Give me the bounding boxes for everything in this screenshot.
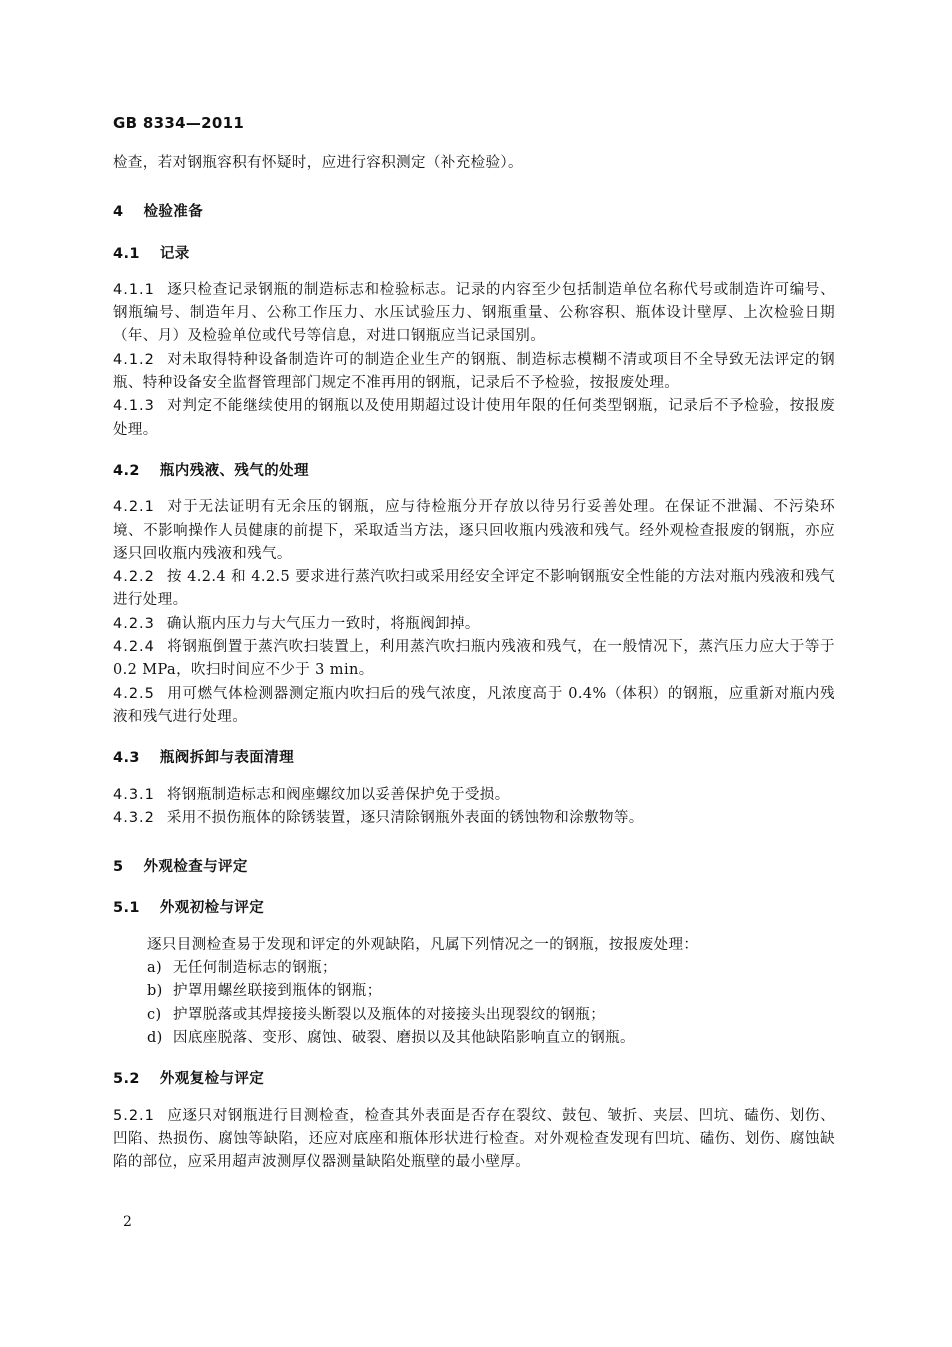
clause-number: 4.2.3 <box>113 615 155 632</box>
section-number: 4.3 <box>113 750 140 767</box>
section-5-1-intro: 逐只目测检查易于发现和评定的外观缺陷，凡属下列情况之一的钢瓶，按报废处理： <box>147 936 699 953</box>
section-5-2-heading <box>113 1068 835 1091</box>
clause-4-2-2 <box>113 566 835 613</box>
section-title: 检验准备 <box>143 204 204 221</box>
clause-4-1-3 <box>113 395 835 442</box>
section-number: 5.2 <box>113 1071 140 1088</box>
section-title: 外观初检与评定 <box>159 900 265 917</box>
clause-text: 逐只检查记录钢瓶的制造标志和检验标志。记录的内容至少包括制造单位名称代号或制造许可编号、钢瓶编号、制造年月、公称工作压力、水压试验压力、钢瓶重量、公称容积、瓶体设计壁厚、上次检验日期（年、月）及检验单位或代号等信息，对进口钢瓶应当记录国别。 <box>113 281 835 345</box>
clause-4-1-2 <box>113 349 835 396</box>
list-item-text: 护罩用螺丝联接到瓶体的钢瓶； <box>173 983 382 1000</box>
list-item-c <box>113 1004 835 1027</box>
page-number: 2 <box>123 1214 132 1230</box>
section-number: 5.1 <box>113 900 140 917</box>
list-marker: b) <box>147 983 163 1000</box>
list-item-d <box>113 1027 835 1050</box>
section-4-heading <box>113 201 835 224</box>
clause-number: 4.3.2 <box>113 809 155 826</box>
clause-4-2-3 <box>113 613 835 636</box>
clause-4-3-1 <box>113 784 835 807</box>
list-item-text: 无任何制造标志的钢瓶； <box>173 960 337 977</box>
clause-text: 按 4.2.4 和 4.2.5 要求进行蒸汽吹扫或采用经安全评定不影响钢瓶安全性能的方法对瓶内残液和残气进行处理。 <box>113 569 835 609</box>
list-marker: a) <box>147 960 163 977</box>
section-5-heading <box>113 856 835 879</box>
clause-number: 4.2.4 <box>113 639 155 656</box>
document-header-id: GB 8334—2011 <box>113 114 245 132</box>
clause-number: 4.2.2 <box>113 569 155 586</box>
section-4-2-heading <box>113 460 835 483</box>
list-item-text: 护罩脱落或其焊接接头断裂以及瓶体的对接接头出现裂纹的钢瓶； <box>173 1006 606 1023</box>
clause-number: 4.1.3 <box>113 398 155 415</box>
list-item-text: 因底座脱落、变形、腐蚀、破裂、磨损以及其他缺陷影响直立的钢瓶。 <box>173 1029 635 1046</box>
section-number: 4 <box>113 204 124 221</box>
section-4-1-heading <box>113 243 835 266</box>
document-body <box>113 152 835 1174</box>
clause-number: 4.1.2 <box>113 351 155 368</box>
list-marker: c) <box>147 1006 162 1023</box>
section-5-1-heading <box>113 897 835 920</box>
clause-4-2-1 <box>113 496 835 566</box>
clause-number: 5.2.1 <box>113 1107 155 1124</box>
clause-text: 确认瓶内压力与大气压力一致时，将瓶阀卸掉。 <box>166 615 480 632</box>
clause-number: 4.1.1 <box>113 281 155 298</box>
clause-text: 用可燃气体检测器测定瓶内吹扫后的残气浓度，凡浓度高于 0.4%（体积）的钢瓶，应重新对瓶内残液和残气进行处理。 <box>113 685 835 725</box>
clause-text: 采用不损伤瓶体的除锈装置，逐只清除钢瓶外表面的锈蚀物和涂敷物等。 <box>166 809 644 826</box>
clause-number: 4.3.1 <box>113 786 155 803</box>
clause-4-3-2 <box>113 807 835 830</box>
section-title: 外观复检与评定 <box>159 1071 265 1088</box>
list-marker: d) <box>147 1029 163 1046</box>
clause-text: 对判定不能继续使用的钢瓶以及使用期超过设计使用年限的任何类型钢瓶，记录后不予检验，按报废处理。 <box>113 398 835 438</box>
list-item-a <box>113 957 835 980</box>
section-title: 瓶内残液、残气的处理 <box>159 462 309 479</box>
clause-4-2-5 <box>113 683 835 730</box>
section-title: 外观检查与评定 <box>143 859 248 876</box>
section-title: 记录 <box>159 245 190 262</box>
clause-text: 应逐只对钢瓶进行目测检查，检查其外表面是否存在裂纹、鼓包、皱折、夹层、凹坑、磕伤、划伤、凹陷、热损伤、腐蚀等缺陷，还应对底座和瓶体形状进行检查。对外观检查发现有凹坑、磕伤、划伤、腐蚀缺陷的部位，应采用超声波测厚仪器测量缺陷处瓶壁的最小壁厚。 <box>113 1107 835 1171</box>
section-number: 5 <box>113 859 124 876</box>
clause-5-2-1 <box>113 1105 835 1175</box>
clause-text: 将钢瓶倒置于蒸汽吹扫装置上，利用蒸汽吹扫瓶内残液和残气，在一般情况下，蒸汽压力应大于等于 0.2 MPa，吹扫时间应不少于 3 min。 <box>113 639 835 679</box>
clause-text: 对未取得特种设备制造许可的制造企业生产的钢瓶、制造标志模糊不清或项目不全导致无法评定的钢瓶、特种设备安全监督管理部门规定不准再用的钢瓶，记录后不予检验，按报废处理。 <box>113 351 835 392</box>
section-4-3-heading <box>113 747 835 770</box>
section-title: 瓶阀拆卸与表面清理 <box>159 750 294 767</box>
clause-text: 对于无法证明有无余压的钢瓶，应与待检瓶分开存放以待另行妥善处理。在保证不泄漏、不污染环境、不影响操作人员健康的前提下，采取适当方法，逐只回收瓶内残液和残气。经外观检查报废的钢瓶，亦应逐只回收瓶内残液和残气。 <box>113 499 835 562</box>
clause-text: 将钢瓶制造标志和阀座螺纹加以妥善保护免于受损。 <box>166 786 510 803</box>
clause-4-1-1 <box>113 279 835 349</box>
section-number: 4.1 <box>113 245 140 262</box>
clause-4-2-4 <box>113 636 835 683</box>
section-number: 4.2 <box>113 462 140 479</box>
clause-number: 4.2.1 <box>113 499 155 516</box>
clause-number: 4.2.5 <box>113 685 155 702</box>
continuation-paragraph: 检查，若对钢瓶容积有怀疑时，应进行容积测定（补充检验）。 <box>113 155 523 171</box>
list-item-b <box>113 980 835 1003</box>
